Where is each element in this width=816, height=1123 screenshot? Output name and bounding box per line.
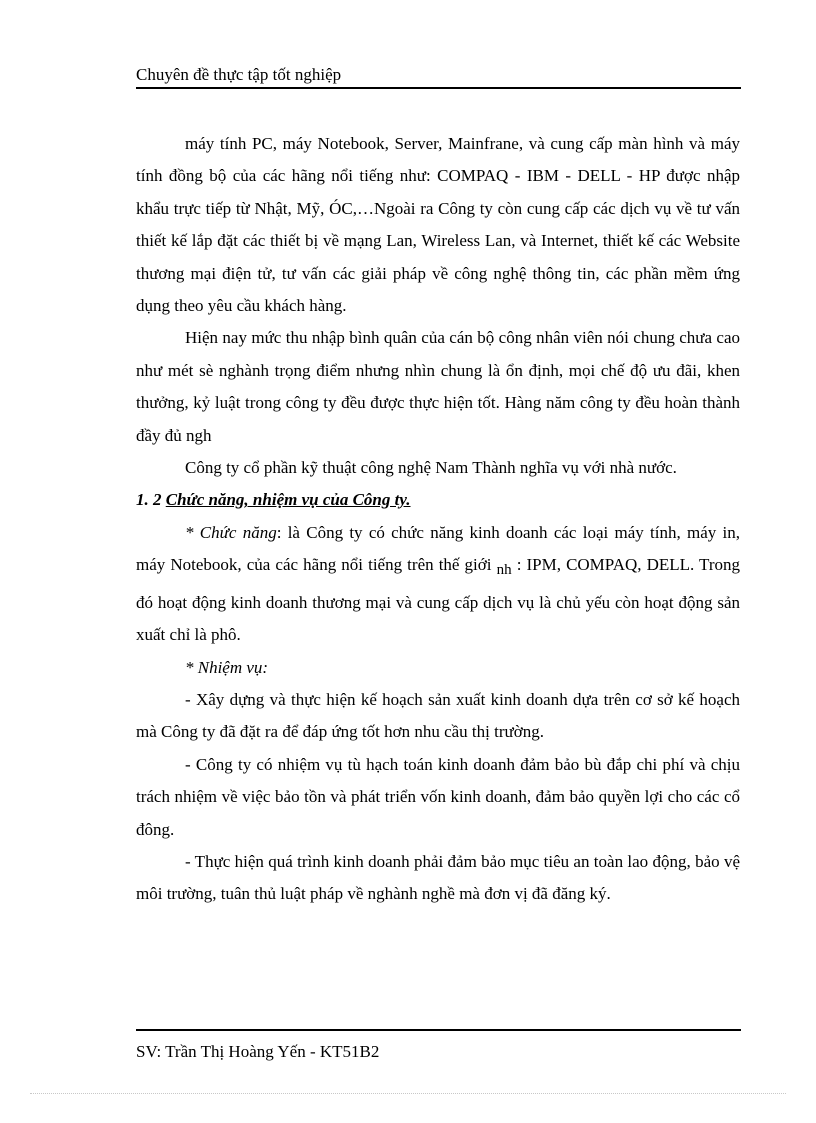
header-title: Chuyên đề thực tập tốt nghiệp [136, 65, 342, 84]
page-footer [136, 1029, 741, 1063]
function-text-part1: : là Công ty có chức năng kinh doanh các loại máy tính, máy in, máy Notebook, của các hãng nổi tiếng trên thế giới [136, 522, 741, 575]
function-label: * Chức năng [185, 522, 277, 542]
page-content [136, 128, 740, 911]
section-number: 1. 2 [136, 490, 162, 510]
footer-author: SV: Trần Thị Hoàng Yến - KT51B2 [136, 1042, 380, 1061]
paragraph-company: Công ty cổ phần kỹ thuật công nghệ Nam Thành nghĩa vụ với nhà nước. [185, 458, 677, 478]
page-header [136, 64, 741, 89]
function-text-part2: : IPM, COMPAQ, DELL. Trong đó hoạt động kinh doanh thương mại và cung cấp dịch vụ là chủ yếu còn hoạt động sản xuất chỉ là phô. [136, 555, 741, 645]
duty-label-line [136, 652, 740, 684]
section-title: Chức năng, nhiệm vụ của Công ty. [165, 490, 411, 510]
page-bottom-border [30, 1093, 786, 1094]
section-heading [136, 484, 740, 516]
duty-label: * Nhiệm vụ: [185, 657, 269, 677]
function-subscript: nh [496, 562, 512, 579]
duty-item-3: - Thực hiện quá trình kinh doanh phải đảm bảo mục tiêu an toàn lao động, bảo vệ môi trường, tuân thủ luật pháp về nghành nghề mà đơn vị đã đăng ký. [136, 851, 740, 904]
paragraph-income: Hiện nay mức thu nhập bình quân của cán bộ công nhân viên nói chung chưa cao như mét sè nghành trọng điểm nhưng nhìn chung là ổn định, mọi chế độ ưu đãi, khen thưởng, kỷ luật trong công ty đều được thực hiện tốt. Hàng năm công ty đều hoàn thành đầy đủ ngh [136, 328, 740, 445]
paragraph-function [136, 517, 740, 652]
duty-item-2: - Công ty có nhiệm vụ tù hạch toán kinh doanh đảm bảo bù đắp chi phí và chịu trách nhiệm về việc bảo tồn và phát triển vốn kinh doanh, đảm bảo quyền lợi cho các cổ đông. [136, 754, 740, 839]
paragraph-products: máy tính PC, máy Notebook, Server, Mainfrane, và cung cấp màn hình và máy tính đồng bộ của các hãng nổi tiếng như: COMPAQ - IBM - DELL - HP được nhập khẩu trực tiếp từ Nhật, Mỹ, ÓC,…Ngoài ra Công ty còn cung cấp các dịch vụ về tư vấn thiết kế lắp đặt các thiết bị về mạng Lan, Wireless Lan, và Internet, thiết kế các Website thương mại điện tử, tư vấn các giải pháp về công nghệ thông tin, các phần mềm ứng dụng theo yêu cầu khách hàng. [136, 134, 740, 316]
duty-item-1: - Xây dựng và thực hiện kế hoạch sản xuất kinh doanh dựa trên cơ sở kế hoạch mà Công ty đã đặt ra để đáp ứng tốt hơn nhu cầu thị trường. [136, 689, 740, 742]
